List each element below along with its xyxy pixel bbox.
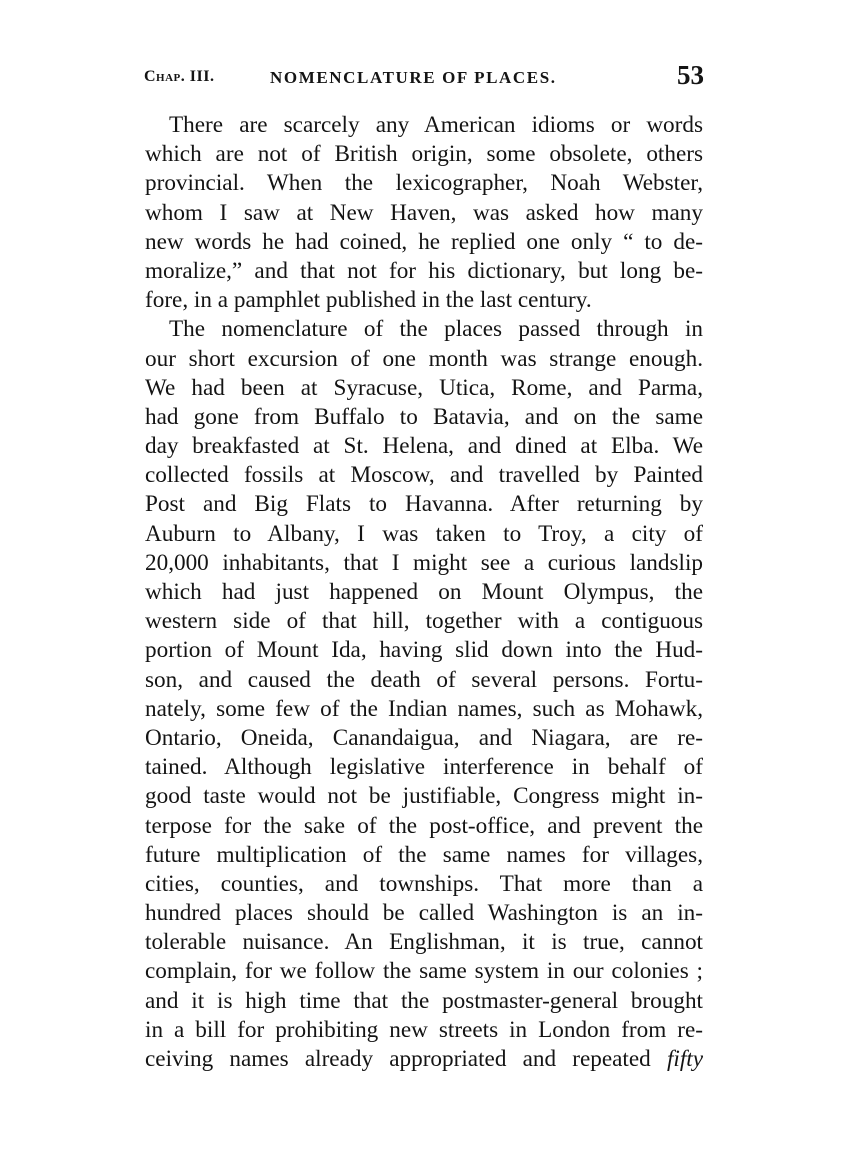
text-line: Post and Big Flats to Havanna. After returning by	[145, 491, 703, 518]
text-line: which had just happened on Mount Olympus, the	[145, 579, 703, 605]
text-line: son, and caused the death of several persons. Fortu-	[145, 666, 703, 693]
text-line: provincial. When the lexicographer, Noah Webster,	[145, 170, 703, 197]
text-line: western side of that hill, together with a contiguous	[145, 608, 703, 635]
text-line: and it is high time that the postmaster-general brought	[145, 987, 703, 1014]
text-line: Auburn to Albany, I was taken to Troy, a city of	[145, 520, 703, 547]
text-line: tained. Although legislative interference in behalf of	[145, 754, 703, 781]
text-line: nately, some few of the Indian names, such as Mohawk,	[145, 695, 703, 722]
running-title: NOMENCLATURE OF PLACES.	[270, 68, 557, 87]
page-number: 53	[677, 60, 704, 90]
text-line: collected fossils at Moscow, and travelled by Painted	[145, 462, 703, 489]
text-line: which are not of British origin, some obsolete, others	[145, 141, 703, 168]
text-line: complain, for we follow the same system in our colonies ;	[145, 958, 703, 985]
text-line: new words he had coined, he replied one only “ to de-	[145, 228, 703, 255]
text-line: terpose for the sake of the post-office, and prevent the	[145, 812, 703, 839]
chapter-label: Chap. III.	[144, 68, 215, 85]
text-line: tolerable nuisance. An Englishman, it is true, cannot	[145, 929, 703, 956]
text-line: Ontario, Oneida, Canandaigua, and Niagara, are re-	[145, 724, 703, 751]
text-line: had gone from Buffalo to Batavia, and on the same	[145, 403, 703, 430]
body-text	[145, 111, 703, 1074]
italic-word: fifty	[666, 1046, 704, 1072]
text-line: fore, in a pamphlet published in the last century.	[145, 287, 592, 314]
text-line: moralize,” and that not for his dictionary, but long be-	[145, 257, 703, 284]
text-line: There are scarcely any American idioms or words	[169, 112, 703, 138]
text-line: 20,000 inhabitants, that I might see a curious landslip	[145, 549, 703, 576]
text-line: whom I saw at New Haven, was asked how many	[145, 199, 703, 226]
text-line: our short excursion of one month was strange enough.	[145, 345, 703, 372]
text-line: in a bill for prohibiting new streets in London from re-	[145, 1016, 703, 1043]
running-head	[144, 60, 704, 94]
text-line: future multiplication of the same names for villages,	[145, 841, 703, 868]
text-line: ceiving names already appropriated and repeated fifty	[145, 1046, 704, 1072]
text-line: The nomenclature of the places passed through in	[169, 316, 703, 343]
text-line: We had been at Syracuse, Utica, Rome, and Parma,	[145, 374, 703, 401]
text-line: day breakfasted at St. Helena, and dined at Elba. We	[145, 433, 703, 460]
text-line: good taste would not be justifiable, Congress might in-	[145, 783, 703, 810]
text-line: portion of Mount Ida, having slid down into the Hud-	[145, 637, 703, 664]
text-line: cities, counties, and townships. That more than a	[145, 870, 703, 897]
text-line: hundred places should be called Washington is an in-	[145, 900, 703, 927]
